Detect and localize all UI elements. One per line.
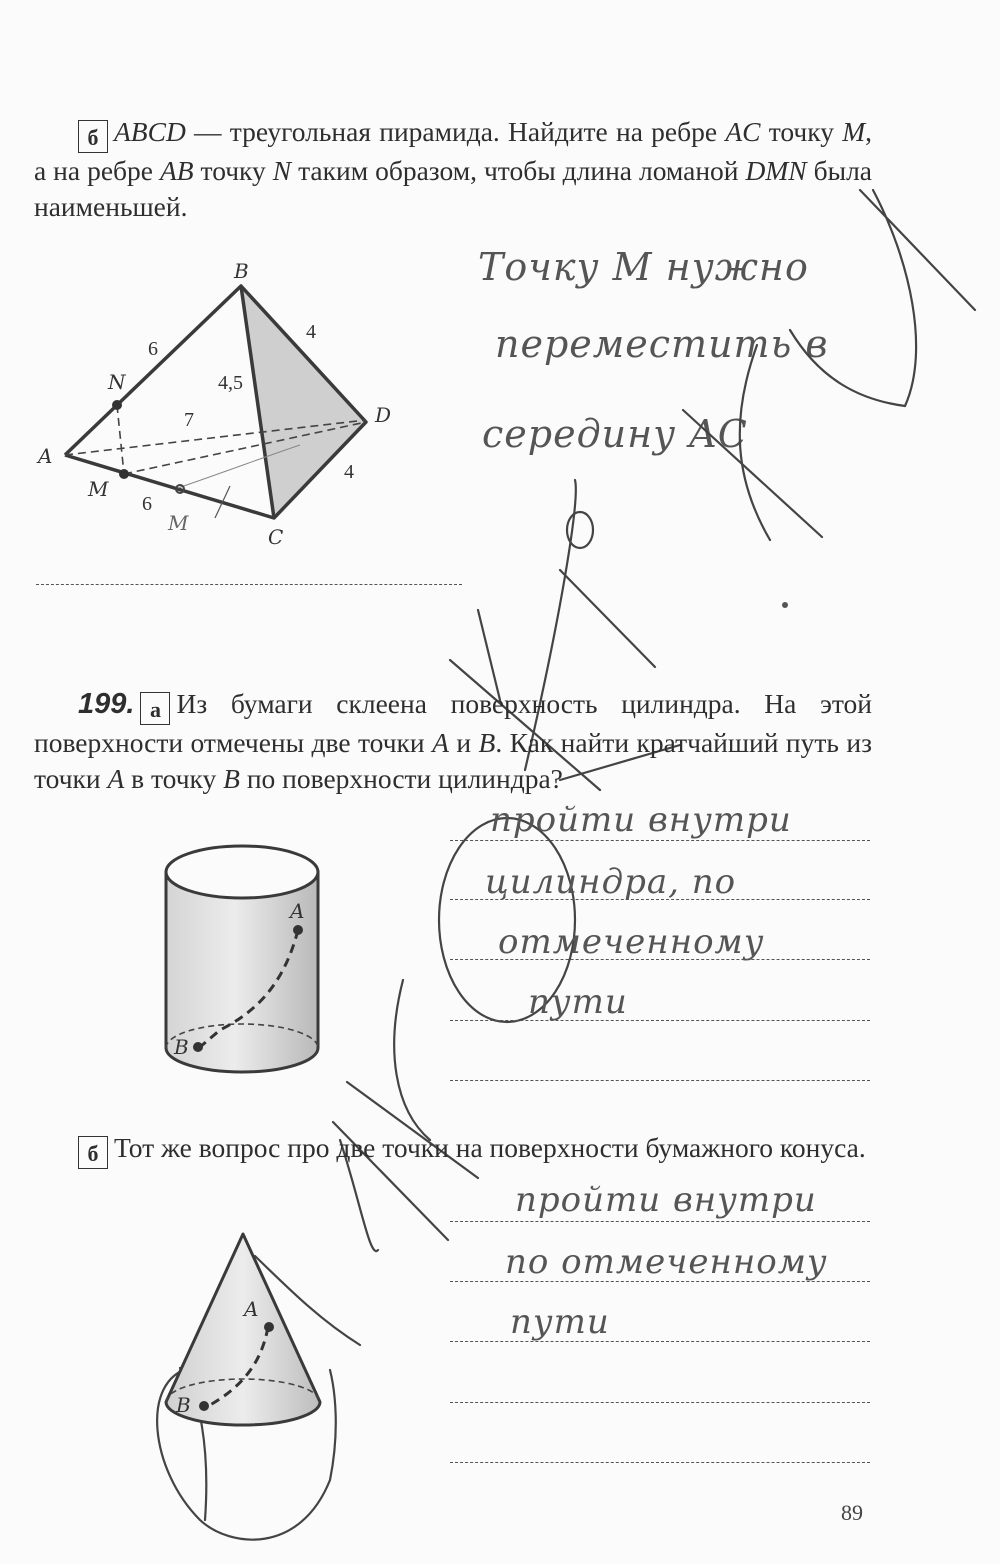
edge-label-ad: 7 [184,409,194,431]
handwritten-answer-line: переместить в [495,322,829,366]
point-label-b: B [176,1393,191,1417]
edge-label-ab: 6 [148,338,158,360]
handwritten-answer-line: середину AC [482,412,748,456]
edge-label-bc: 4,5 [218,372,243,394]
problem-label-box: б [78,1136,108,1169]
problem-199a-text: 199. а Из бумаги склеена поверхность цилиндра. На этой поверхности отмечены две точки A и B. Как найти кратчайший путь из точки A в точку B по поверхности цилиндра? [34,688,872,794]
vertex-label-b: B [234,259,249,283]
edge-label-cd: 4 [344,461,354,483]
problem-199b-text: б Тот же вопрос про две точки на поверхности бумажного конуса. [34,1130,872,1169]
handwritten-answer-line: пройти внутри [515,1180,817,1220]
answer-line [450,1462,870,1463]
handwritten-answer-line: пути [528,982,628,1022]
vertex-label-c: C [268,525,284,549]
point-label-b: B [174,1035,189,1059]
edge-label-bd: 4 [306,321,316,343]
handwritten-answer-line: по отмеченному [505,1242,828,1282]
handwritten-answer-line: цилиндра, по [485,862,737,902]
vertex-label-a: A [38,444,53,468]
handwritten-answer-line: пройти внутри [490,800,792,840]
edge-label-ac: 6 [142,493,152,515]
problem-label-box: а [140,692,170,725]
problem-198b-text: б ABCD — треугольная пирамида. Найдите на ребре AC точку M, а на ребре AB точку N таким образом, чтобы длина ломаной DMN была наименьшей. [34,116,872,222]
problem-label-box: б [78,120,108,153]
point-label-a: A [290,899,305,923]
point-label-a: A [244,1297,259,1321]
handwritten-answer-line: отмеченному [498,922,765,962]
vertex-label-m: M [88,477,109,501]
handwritten-answer-line: Точку M нужно [478,245,809,289]
handwritten-answer-line: пути [510,1302,610,1342]
problem-number: 199. [78,688,135,720]
vertex-label-n: N [108,370,126,394]
handwritten-mark-m: M [168,511,189,535]
vertex-label-d: D [375,403,392,427]
page-number: 89 [841,1500,863,1525]
answer-line [450,1402,870,1403]
answer-line [450,1221,870,1222]
